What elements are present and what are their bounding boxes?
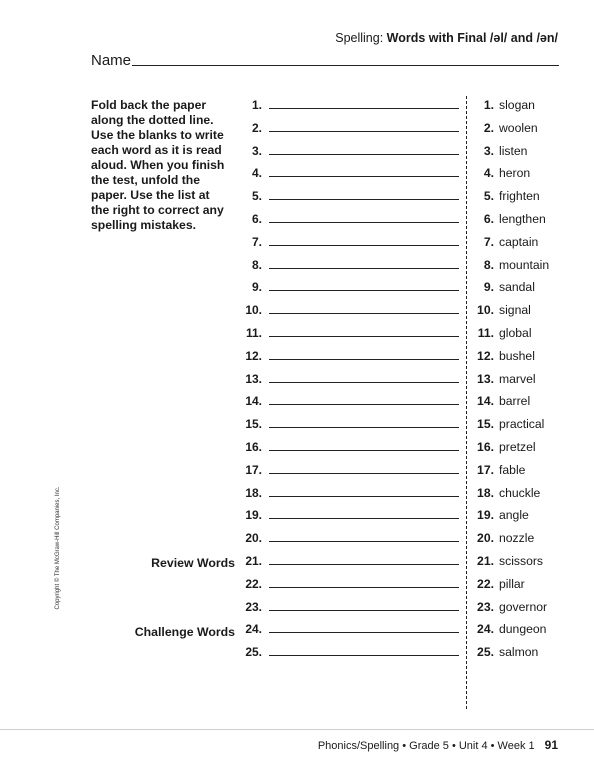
blank-number: 22. [245,576,262,591]
word-list-item [472,166,530,180]
word-number: 2. [483,120,494,135]
answer-blank[interactable] [269,290,459,291]
fold-line [466,96,467,709]
answer-blank[interactable] [269,199,459,200]
header-title: Words with Final /əl/ and /ən/ [386,31,558,45]
spelling-word: mountain [499,257,550,272]
word-list-item [472,121,538,135]
blank-number: 10. [245,303,262,318]
answer-blank[interactable] [269,131,459,132]
blank-number: 13. [245,371,262,386]
word-list-item [472,349,535,363]
answer-blank[interactable] [269,564,459,565]
word-number: 23. [477,599,494,614]
blank-number: 17. [245,462,262,477]
word-number: 10. [477,303,494,318]
word-list-item [472,98,535,112]
word-number: 14. [477,394,494,409]
word-number: 5. [483,189,494,204]
word-list-item [472,212,546,226]
answer-blank[interactable] [269,176,459,177]
spelling-word: practical [499,417,545,432]
answer-blank[interactable] [269,222,459,223]
blank-number: 14. [245,394,262,409]
spelling-word: dungeon [499,622,547,637]
page-header [335,31,558,45]
blank-number: 19. [245,508,262,523]
word-list-item [472,486,540,500]
blank-number: 25. [245,645,262,660]
spelling-word: global [499,326,532,340]
spelling-word: lengthen [499,212,546,226]
blank-number: 24. [245,622,262,637]
blank-number: 23. [245,599,262,614]
spelling-word: angle [499,508,529,523]
word-list-item [472,440,536,454]
word-list-item [472,577,525,591]
page-number: 91 [544,738,558,752]
answer-blank[interactable] [269,336,459,337]
spelling-word: bushel [499,348,535,363]
answer-blank[interactable] [269,154,459,155]
answer-blank[interactable] [269,268,459,269]
word-list-item [472,258,549,272]
word-number: 13. [477,371,494,386]
spelling-word: signal [499,303,531,318]
answer-blank[interactable] [269,359,459,360]
word-list-item [472,372,536,386]
blank-number: 21. [245,554,262,568]
header-prefix: Spelling: [335,31,387,45]
footer-text: Phonics/Spelling • Grade 5 • Unit 4 • Week 1 [317,740,535,752]
word-list-item [472,303,531,317]
name-label: Name [91,52,132,69]
blank-number: 16. [245,440,262,454]
word-list-item [472,235,538,249]
name-row [91,50,559,70]
word-number: 4. [483,166,494,181]
spelling-word: captain [499,234,539,249]
word-number: 25. [477,645,494,660]
blank-number: 9. [251,280,262,295]
word-list-item [472,144,527,158]
word-number: 18. [477,485,494,500]
word-list-item [472,531,534,545]
word-number: 16. [477,440,494,454]
blank-number: 20. [245,531,262,546]
word-number: 21. [477,554,494,568]
blank-number: 7. [251,234,262,249]
word-number: 20. [477,531,494,546]
spelling-word: pillar [499,576,525,591]
name-field[interactable] [132,65,559,66]
answer-blank[interactable] [269,382,459,383]
footer-rule [0,729,594,730]
spelling-word: nozzle [499,531,535,546]
spelling-word: slogan [499,98,535,112]
answer-blank[interactable] [269,313,459,314]
blank-number: 5. [251,189,262,204]
instructions: Fold back the paper along the dotted line. Use the blanks to write each word as it is read aloud. When you finish the test, unfold the paper. Use the list at the right to correct any spelling mistakes. [91,98,225,232]
answer-blank[interactable] [269,404,459,405]
word-number: 3. [483,143,494,158]
spelling-word: frighten [499,189,540,204]
challenge-words-label: Challenge Words [134,625,235,639]
answer-blank[interactable] [269,518,459,519]
spelling-word: listen [499,143,528,158]
word-list-item [472,394,530,408]
blank-number: 3. [251,143,262,158]
review-words-label: Review Words [151,556,235,570]
answer-blank[interactable] [269,108,459,109]
blank-number: 1. [251,98,262,112]
copyright-notice: Copyright © The McGraw-Hill Companies, Inc. [55,486,61,610]
blank-number: 15. [245,417,262,432]
blank-number: 4. [251,166,262,181]
spelling-word: scissors [499,554,544,568]
word-number: 12. [477,348,494,363]
answer-blank[interactable] [269,632,459,633]
word-number: 8. [483,257,494,272]
spelling-word: pretzel [499,440,536,454]
blank-number: 18. [245,485,262,500]
spelling-word: salmon [499,645,539,660]
answer-blank[interactable] [269,427,459,428]
answer-blank[interactable] [269,450,459,451]
word-number: 17. [477,462,494,477]
blank-number: 2. [251,120,262,135]
word-number: 1. [483,98,494,112]
word-list-item [472,417,544,431]
answer-blank[interactable] [269,610,459,611]
spelling-word: fable [499,462,526,477]
spelling-word: heron [499,166,531,181]
word-number: 22. [477,576,494,591]
word-number: 7. [483,234,494,249]
word-list-item [472,645,538,659]
spelling-word: marvel [499,371,536,386]
word-number: 24. [477,622,494,637]
spelling-word: sandal [499,280,535,295]
word-number: 19. [477,508,494,523]
word-list-item [472,189,540,203]
answer-blank[interactable] [269,541,459,542]
word-list-item [472,600,547,614]
word-number: 9. [483,280,494,295]
word-number: 6. [483,212,494,226]
page-footer [318,738,558,752]
blank-number: 11. [245,326,262,340]
word-list-item [472,326,532,340]
word-list-item [472,554,543,568]
answer-blank[interactable] [269,496,459,497]
spelling-word: governor [499,599,548,614]
word-number: 11. [477,326,494,340]
spelling-word: barrel [499,394,531,409]
word-list-item [472,280,535,294]
answer-blank[interactable] [269,473,459,474]
blank-number: 8. [251,257,262,272]
answer-blank[interactable] [269,587,459,588]
word-list-item [472,622,546,636]
spelling-word: woolen [499,120,538,135]
word-list-item [472,463,525,477]
blank-number: 6. [251,212,262,226]
answer-blank[interactable] [269,245,459,246]
spelling-word: chuckle [499,485,541,500]
word-number: 15. [477,417,494,432]
word-list-item [472,508,529,522]
blank-number: 12. [245,348,262,363]
answer-blank[interactable] [269,655,459,656]
